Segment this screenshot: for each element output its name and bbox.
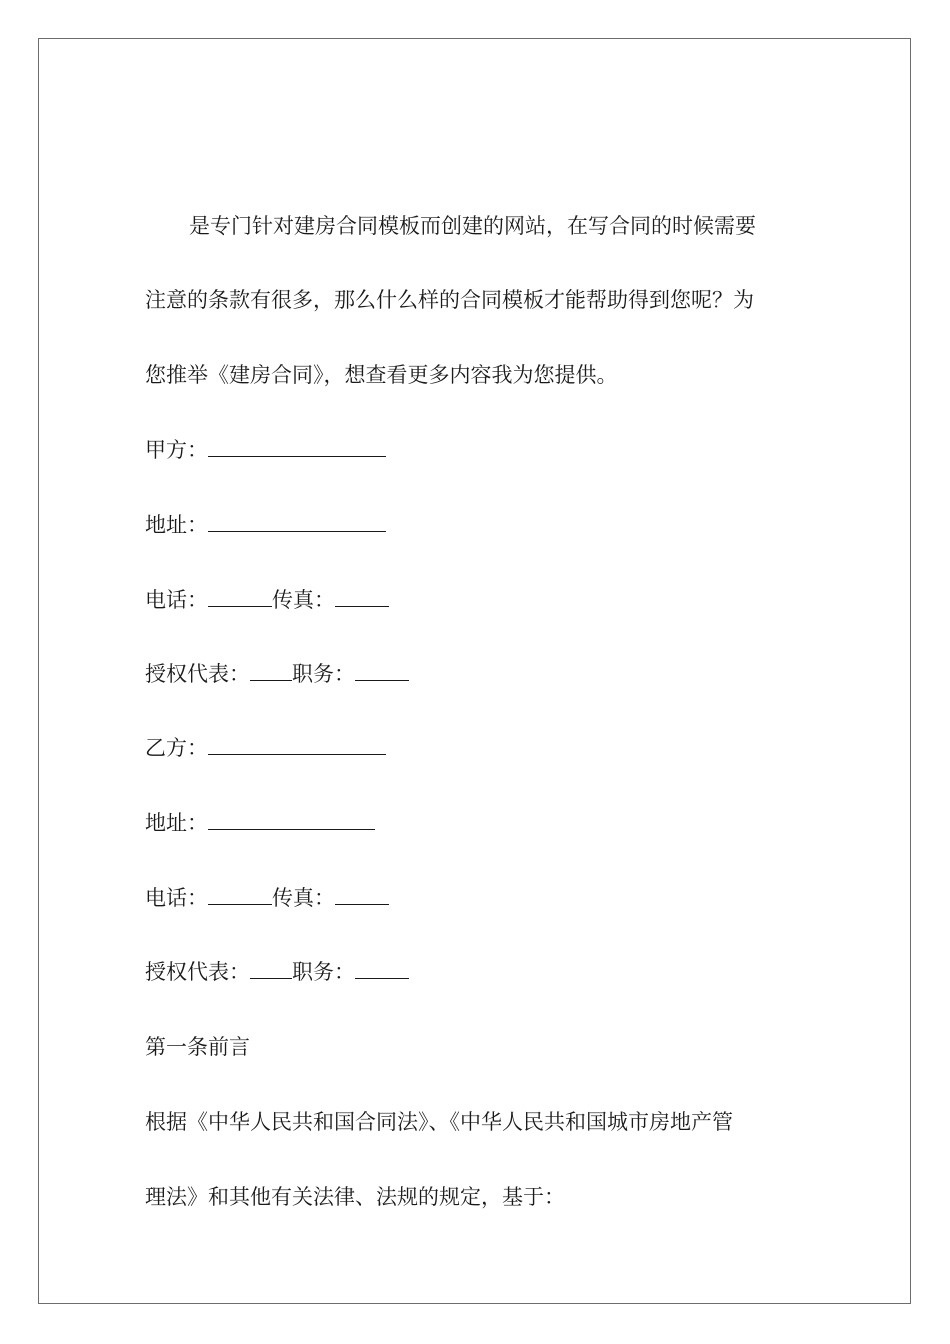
party-a-address-row [145, 510, 386, 540]
party-b-contact-row [145, 883, 389, 913]
party-b-rep-label: 授权代表： [145, 960, 250, 984]
party-b-address-label: 地址： [145, 811, 208, 835]
party-b-address-row [145, 808, 375, 838]
intro-line-1: 是专门针对建房合同模板而创建的网站，在写合同的时候需要 [189, 214, 756, 238]
party-a-name-label: 甲方： [145, 438, 208, 462]
party-b-fax-blank[interactable] [335, 884, 389, 905]
party-a-fax-label: 传真： [272, 588, 335, 612]
party-b-address-blank[interactable] [208, 809, 375, 830]
party-b-phone-label: 电话： [145, 886, 208, 910]
article-1-line-1: 根据《中华人民共和国合同法》、《中华人民共和国城市房地产管 [145, 1110, 733, 1134]
party-b-fax-label: 传真： [272, 886, 335, 910]
party-a-name-row [145, 435, 386, 465]
party-b-rep-blank[interactable] [250, 958, 292, 979]
party-a-address-label: 地址： [145, 513, 208, 537]
party-b-name-label: 乙方： [145, 736, 208, 760]
party-a-rep-row [145, 659, 409, 689]
intro-line-2: 注意的条款有很多，那么什么样的合同模板才能帮助得到您呢？为 [145, 288, 754, 312]
party-b-title-blank[interactable] [355, 958, 409, 979]
party-b-name-row [145, 733, 386, 763]
party-a-fax-blank[interactable] [335, 586, 389, 607]
party-a-name-blank[interactable] [208, 436, 386, 457]
party-b-name-blank[interactable] [208, 734, 386, 755]
party-a-rep-label: 授权代表： [145, 662, 250, 686]
article-1-line-2: 理法》和其他有关法律、法规的规定，基于： [145, 1185, 565, 1209]
party-a-title-label: 职务： [292, 662, 355, 686]
party-a-rep-blank[interactable] [250, 660, 292, 681]
party-a-phone-label: 电话： [145, 588, 208, 612]
party-a-phone-blank[interactable] [208, 586, 272, 607]
party-a-address-blank[interactable] [208, 511, 386, 532]
intro-line-3: 您推举《建房合同》，想查看更多内容我为您提供。 [145, 363, 618, 387]
article-1-heading: 第一条前言 [145, 1035, 250, 1059]
party-b-phone-blank[interactable] [208, 884, 272, 905]
party-b-rep-row [145, 957, 409, 987]
party-a-contact-row [145, 585, 389, 615]
party-b-title-label: 职务： [292, 960, 355, 984]
party-a-title-blank[interactable] [355, 660, 409, 681]
